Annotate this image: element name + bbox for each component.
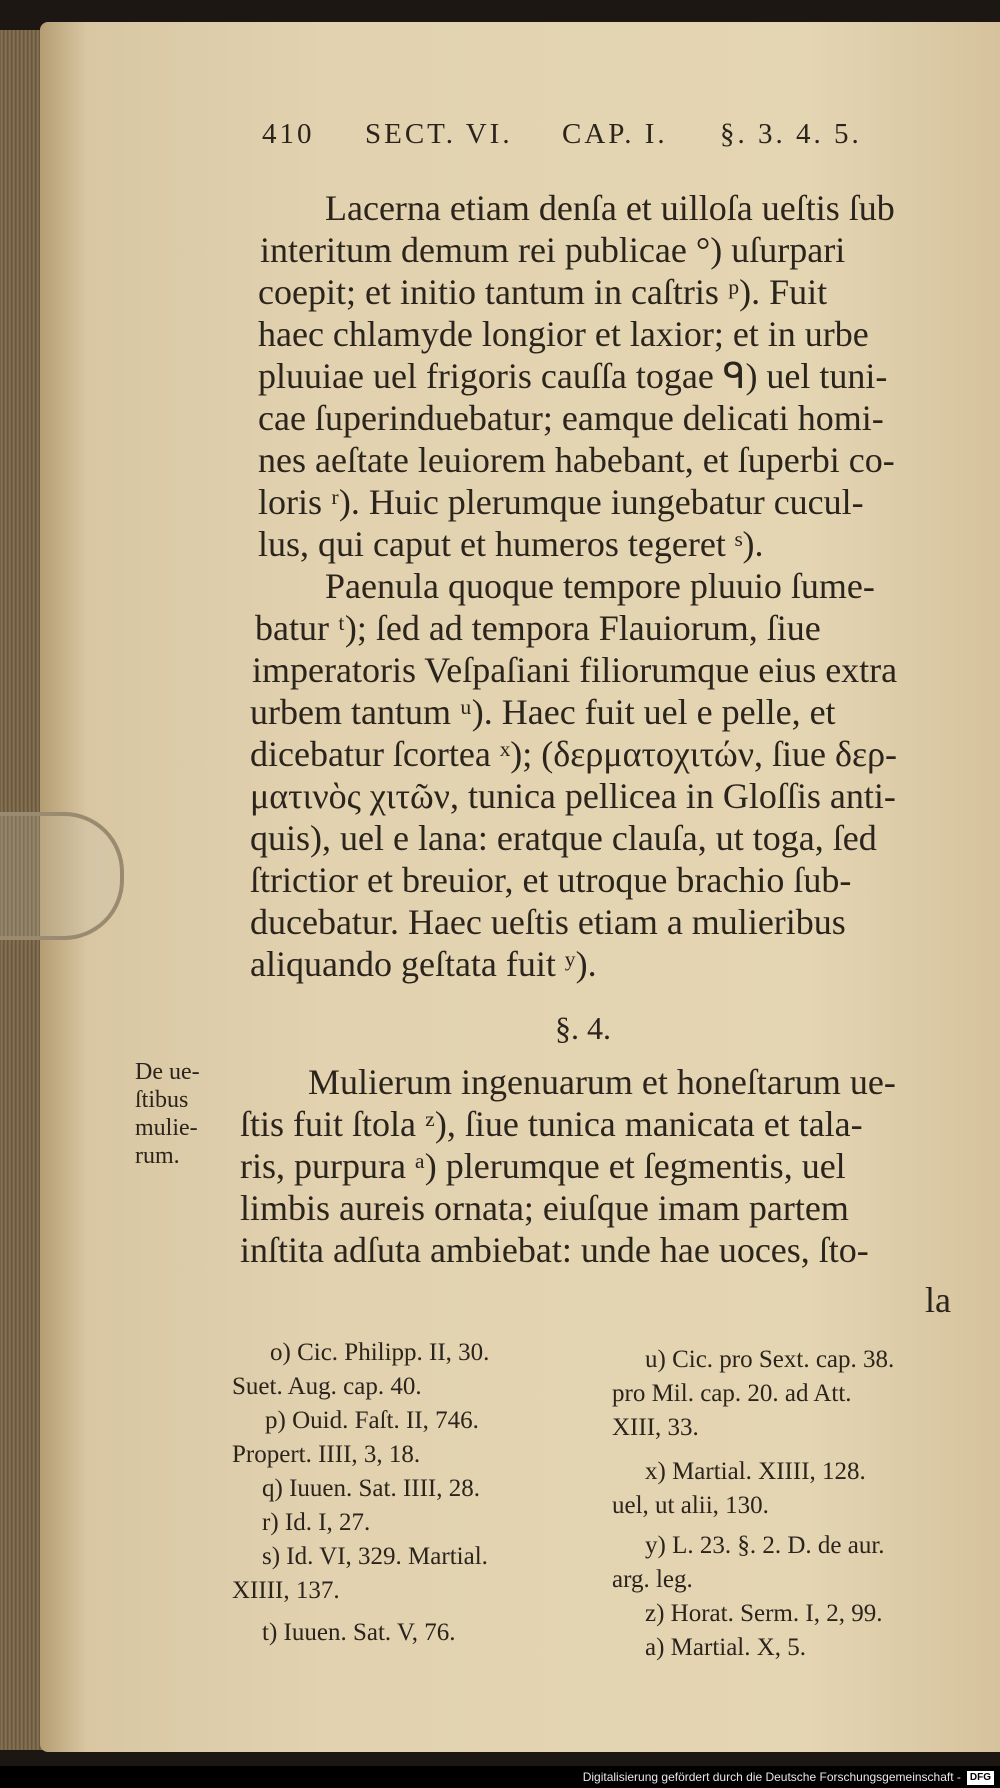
text-line: haec chlamyde longior et laxior; et in urbe <box>258 314 869 354</box>
section-heading: §. 4. <box>555 1010 611 1046</box>
marginal-note-line: ſtibus <box>135 1087 189 1113</box>
text-line: Paenula quoque tempore pluuio ſume- <box>325 566 875 606</box>
text-line: nes aeſtate leuiorem habebant, et ſuperbi co- <box>258 440 895 480</box>
text-line: ματινὸς χιτῶν, tunica pellicea in Gloſſis anti- <box>250 776 896 816</box>
marginal-note-line: mulie- <box>135 1115 198 1141</box>
footnote: u) Cic. pro Sext. cap. 38. <box>645 1346 895 1373</box>
header-chapter: CAP. I. <box>562 118 668 150</box>
footnote: x) Martial. XIIII, 128. <box>645 1458 866 1485</box>
text-line: loris ʳ). Huic plerumque iungebatur cucul- <box>258 482 864 522</box>
text-line: cae ſuperinduebatur; eamque delicati homi- <box>258 398 884 438</box>
text-line: interitum demum rei publicae °) uſurpari <box>260 230 846 270</box>
catchword: la <box>925 1280 951 1320</box>
text-line: aliquando geſtata fuit ʸ). <box>250 944 597 984</box>
footer-text: Digitalisierung gefördert durch die Deutsche Forschungsgemeinschaft - <box>582 1770 961 1784</box>
text-line: ſtis fuit ſtola ᶻ), ſiue tunica manicata et tala- <box>240 1104 863 1144</box>
text-line: ris, purpura ᵃ) plerumque et ſegmentis, uel <box>240 1146 846 1186</box>
text-line: Mulierum ingenuarum et honeſtarum ue- <box>308 1062 896 1102</box>
footnote: q) Iuuen. Sat. IIII, 28. <box>262 1475 480 1502</box>
footnote: XIII, 33. <box>612 1414 699 1441</box>
text-line: imperatoris Veſpaſiani filiorumque eius extra <box>252 650 898 690</box>
footnote: arg. leg. <box>612 1566 693 1593</box>
footnote: a) Martial. X, 5. <box>645 1634 807 1661</box>
footnote: z) Horat. Serm. I, 2, 99. <box>645 1600 883 1627</box>
header-paragraphs: §. 3. 4. 5. <box>720 118 862 150</box>
page-number: 410 <box>262 118 315 150</box>
footnote: s) Id. VI, 329. Martial. <box>262 1543 488 1570</box>
text-line: ſtrictior et breuior, et utroque brachio ſub- <box>250 860 852 900</box>
text-line: urbem tantum ᵘ). Haec fuit uel e pelle, et <box>250 692 836 732</box>
running-header <box>0 118 1000 158</box>
footnote: Propert. IIII, 3, 18. <box>232 1441 421 1468</box>
footnote: y) L. 23. §. 2. D. de aur. <box>645 1532 885 1559</box>
digitization-footer <box>0 1766 1000 1788</box>
text-line: lus, qui caput et humeros tegeret ˢ). <box>258 524 764 564</box>
marginal-note-line: rum. <box>135 1143 180 1169</box>
footnote: o) Cic. Philipp. II, 30. <box>270 1339 490 1366</box>
dfg-logo: DFG <box>967 1771 994 1785</box>
marginal-note-line: De ue- <box>135 1059 200 1085</box>
text-line: dicebatur ſcortea ˣ); (δερματοχιτών, ſiue δερ- <box>250 734 898 774</box>
footnote: t) Iuuen. Sat. V, 76. <box>262 1619 456 1646</box>
text-line: limbis aureis ornata; eiuſque imam partem <box>240 1188 849 1228</box>
footnote: pro Mil. cap. 20. ad Att. <box>612 1380 852 1407</box>
text-line: quis), uel e lana: eratque clauſa, ut toga, ſed <box>250 818 877 858</box>
footnote: XIIII, 137. <box>232 1577 340 1604</box>
text-line: batur ᵗ); ſed ad tempora Flauiorum, ſiue <box>255 608 821 648</box>
marginal-note <box>135 1058 225 1170</box>
page-clip <box>0 812 124 940</box>
header-section: SECT. VI. <box>365 118 513 150</box>
footnote: r) Id. I, 27. <box>262 1509 371 1536</box>
text-line: coepit; et initio tantum in caſtris ᵖ). Fuit <box>258 272 828 312</box>
text-line: inſtita adſuta ambiebat: unde hae uoces, ſto- <box>240 1230 869 1270</box>
footnote: p) Ouid. Faſt. II, 746. <box>265 1407 479 1434</box>
footnote: Suet. Aug. cap. 40. <box>232 1373 422 1400</box>
text-line: ducebatur. Haec ueſtis etiam a mulieribus <box>250 902 846 942</box>
footnote: uel, ut alii, 130. <box>612 1492 769 1519</box>
text-line: pluuiae uel frigoris cauſſa togae ᑫ) uel tuni- <box>258 356 888 396</box>
text-line: Lacerna etiam denſa et uilloſa ueſtis ſub <box>325 188 895 228</box>
